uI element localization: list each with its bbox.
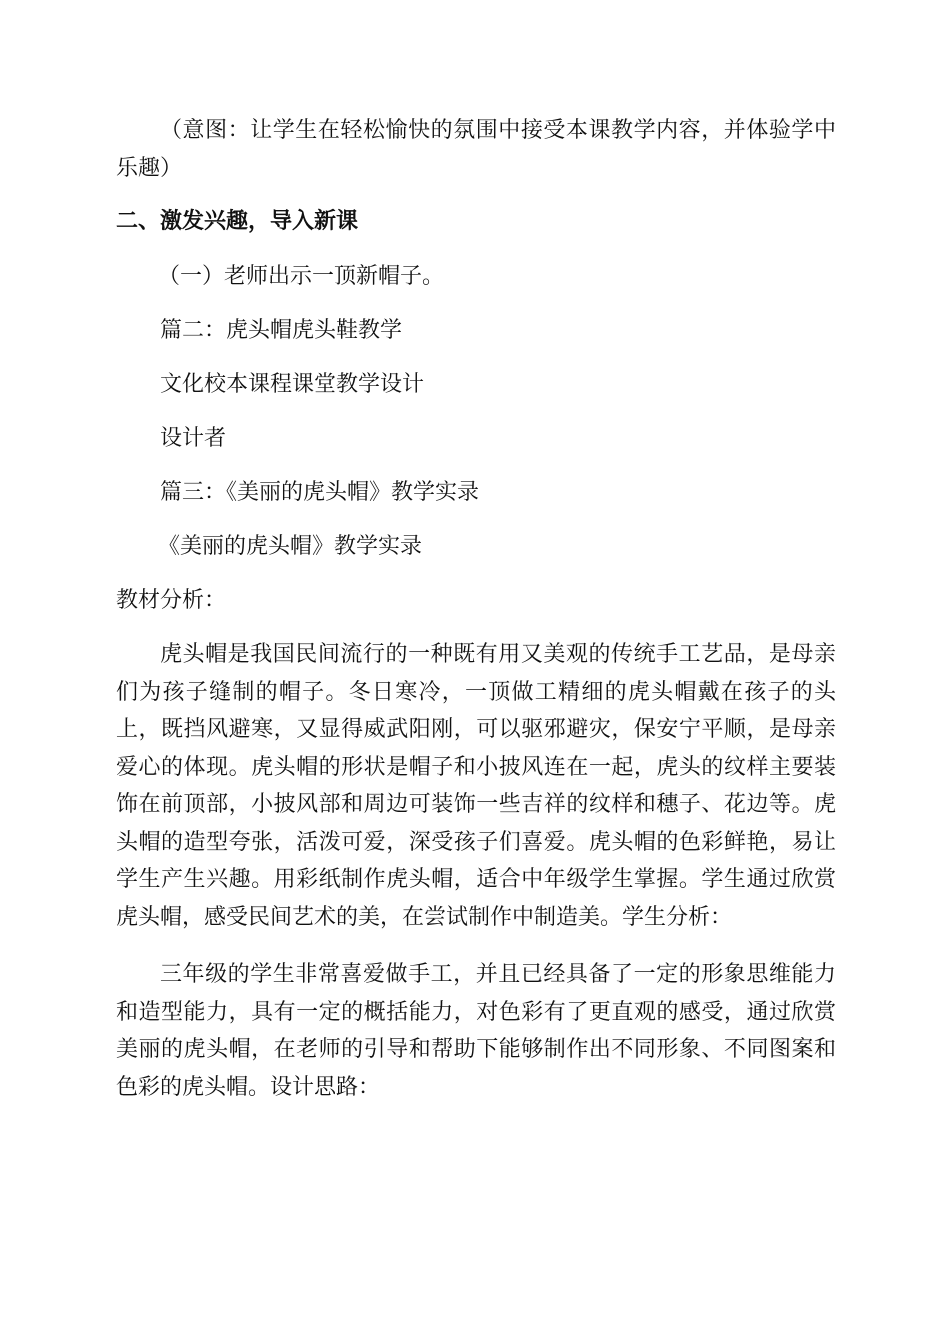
intent-note: （意图：让学生在轻松愉快的氛围中接受本课教学内容，并体验学中乐趣）	[116, 118, 836, 181]
student-analysis-paragraph: 三年级的学生非常喜爱做手工，并且已经具备了一定的形象思维能力和造型能力，具有一定的概括能力，对色彩有了更直观的感受，通过欣赏美丽的虎头帽，在老师的引导和帮助下能够制作出不同形象、不同图案和色彩的虎头帽。设计思路：	[116, 962, 836, 1100]
material-analysis-label: 教材分析：	[116, 588, 227, 613]
step-one-text: （一）老师出示一顶新帽子。	[158, 264, 445, 289]
part-three-title: 篇三：《美丽的虎头帽》教学实录	[160, 480, 480, 505]
section-heading: 二、激发兴趣，导入新课	[116, 209, 359, 234]
material-analysis-paragraph: 虎头帽是我国民间流行的一种既有用又美观的传统手工艺品，是母亲们为孩子缝制的帽子。冬日寒冷，一顶做工精细的虎头帽戴在孩子的头上，既挡风避寒，又显得威武阳刚，可以驱邪避灾，保安宁平顺，是母亲爱心的体现。虎头帽的形状是帽子和小披风连在一起，虎头的纹样主要装饰在前顶部，小披风部和周边可装饰一些吉祥的纹样和穗子、花边等。虎头帽的造型夸张，活泼可爱，深受孩子们喜爱。虎头帽的色彩鲜艳，易让学生产生兴趣。用彩纸制作虎头帽，适合中年级学生掌握。学生通过欣赏虎头帽，感受民间艺术的美，在尝试制作中制造美。学生分析：	[116, 642, 836, 930]
designer-label: 设计者	[160, 426, 227, 451]
part-two-title: 篇二：虎头帽虎头鞋教学	[160, 318, 403, 343]
culture-course-title: 文化校本课程课堂教学设计	[160, 372, 425, 397]
record-title: 《美丽的虎头帽》教学实录	[158, 534, 423, 559]
